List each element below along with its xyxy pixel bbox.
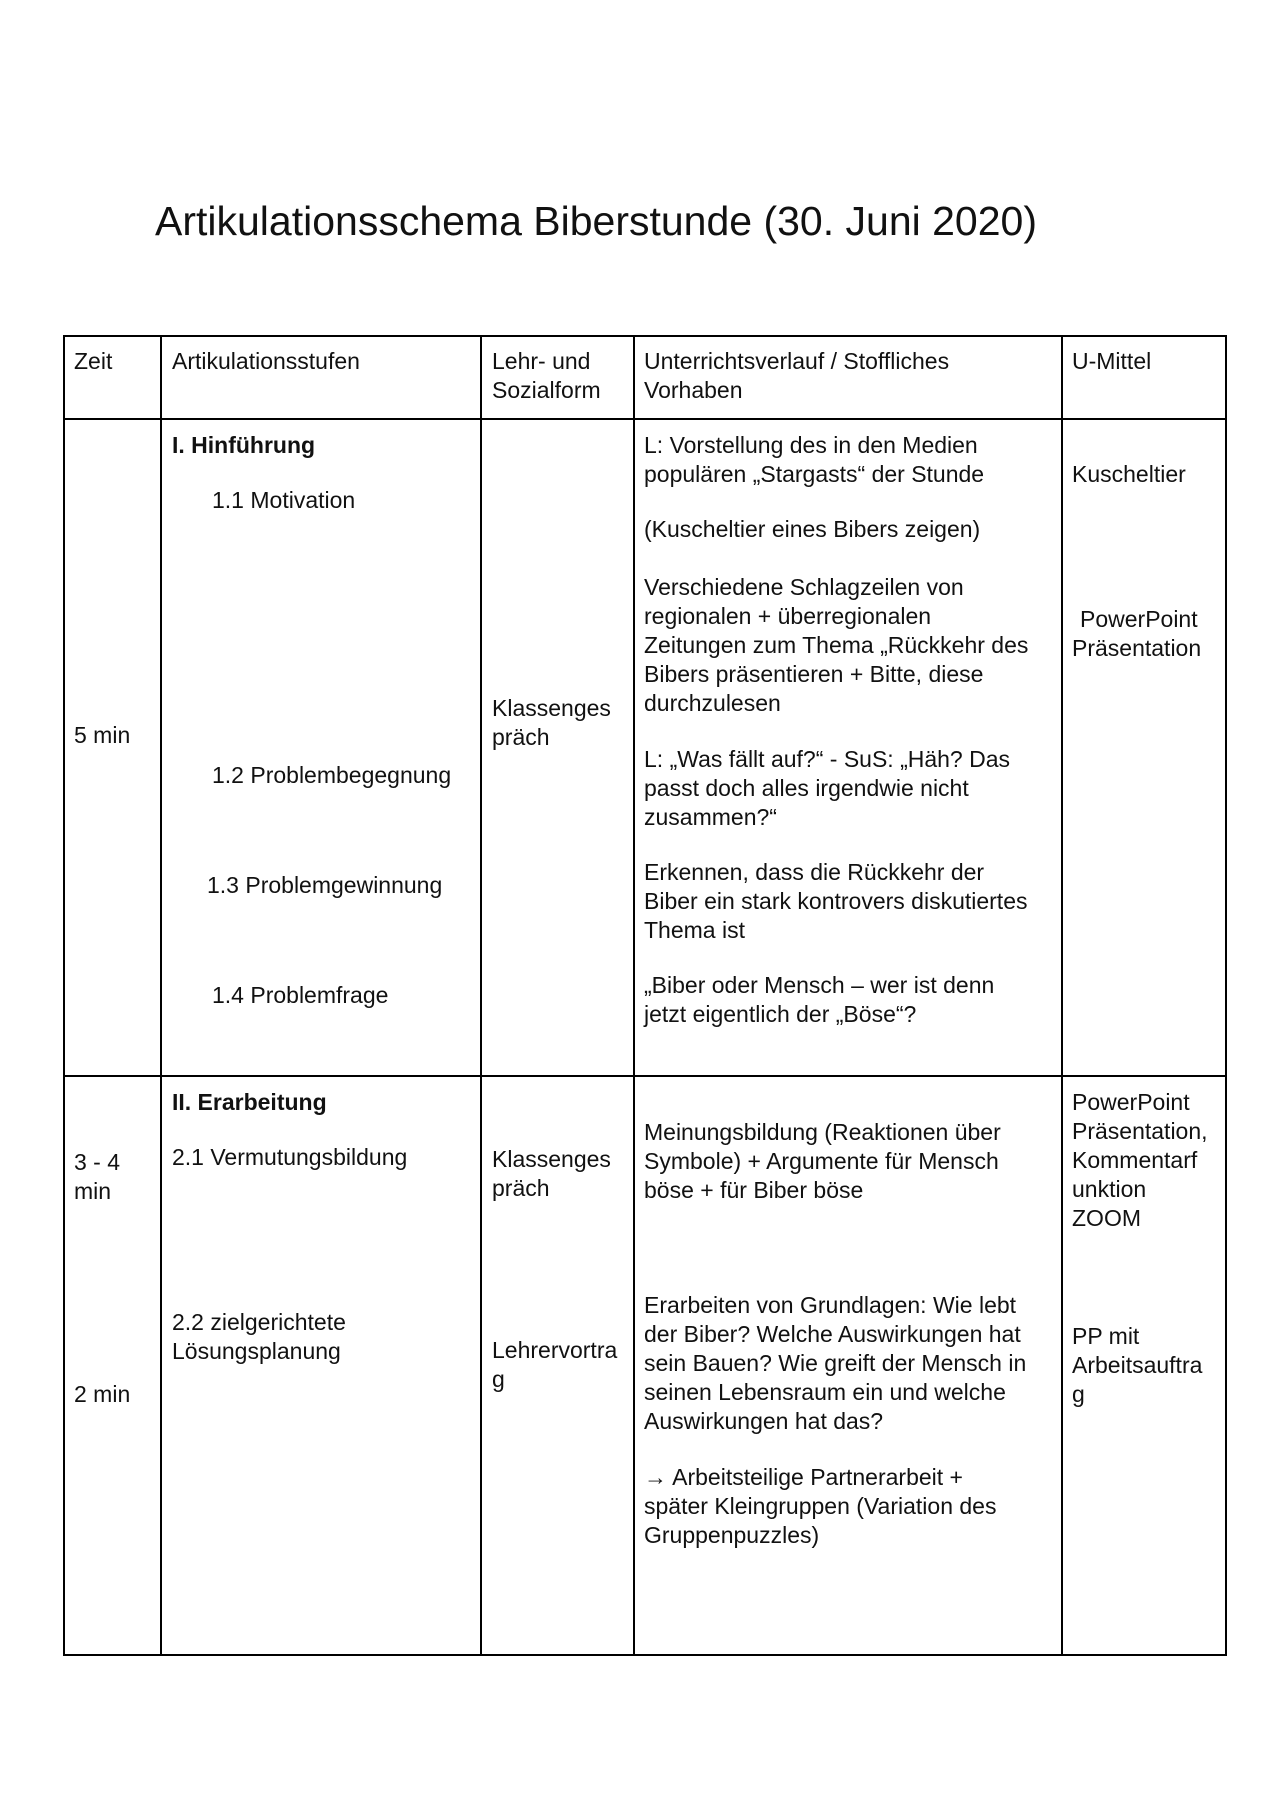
table-col-rule-2: [480, 335, 482, 1656]
table-col-rule-4: [1061, 335, 1063, 1656]
row1-step-problemfrage: 1.4 Problemfrage: [212, 982, 389, 1008]
row1-stage-heading: I. Hinführung: [172, 432, 316, 458]
row2-step-vermutungsbildung: 2.1 Vermutungsbildung: [172, 1144, 408, 1170]
table-rule-header: [63, 418, 1227, 420]
document-title: Artikulationsschema Biberstunde (30. Juni 2020): [155, 198, 1037, 244]
row1-mittel-kuscheltier: Kuscheltier: [1072, 461, 1186, 487]
table-border-left: [63, 335, 65, 1656]
table-col-rule-3: [633, 335, 635, 1656]
table-border-top: [63, 335, 1227, 337]
row1-step-problemgewinnung: 1.3 Problemgewinnung: [207, 872, 443, 898]
table-border-bottom: [63, 1654, 1227, 1656]
row1-step-problembegegnung: 1.2 Problembegegnung: [212, 762, 452, 788]
row2-time-b: 2 min: [74, 1381, 131, 1407]
header-u-mittel: U-Mittel: [1072, 348, 1152, 374]
row2-stage-heading: II. Erarbeitung: [172, 1089, 327, 1115]
header-zeit: Zeit: [74, 348, 113, 374]
row1-time: 5 min: [74, 722, 131, 748]
table-rule-section: [63, 1075, 1227, 1077]
header-artikulationsstufen: Artikulationsstufen: [172, 348, 360, 374]
row1-step-motivation: 1.1 Motivation: [212, 487, 356, 513]
table-border-right: [1225, 335, 1227, 1656]
table-col-rule-1: [160, 335, 162, 1656]
